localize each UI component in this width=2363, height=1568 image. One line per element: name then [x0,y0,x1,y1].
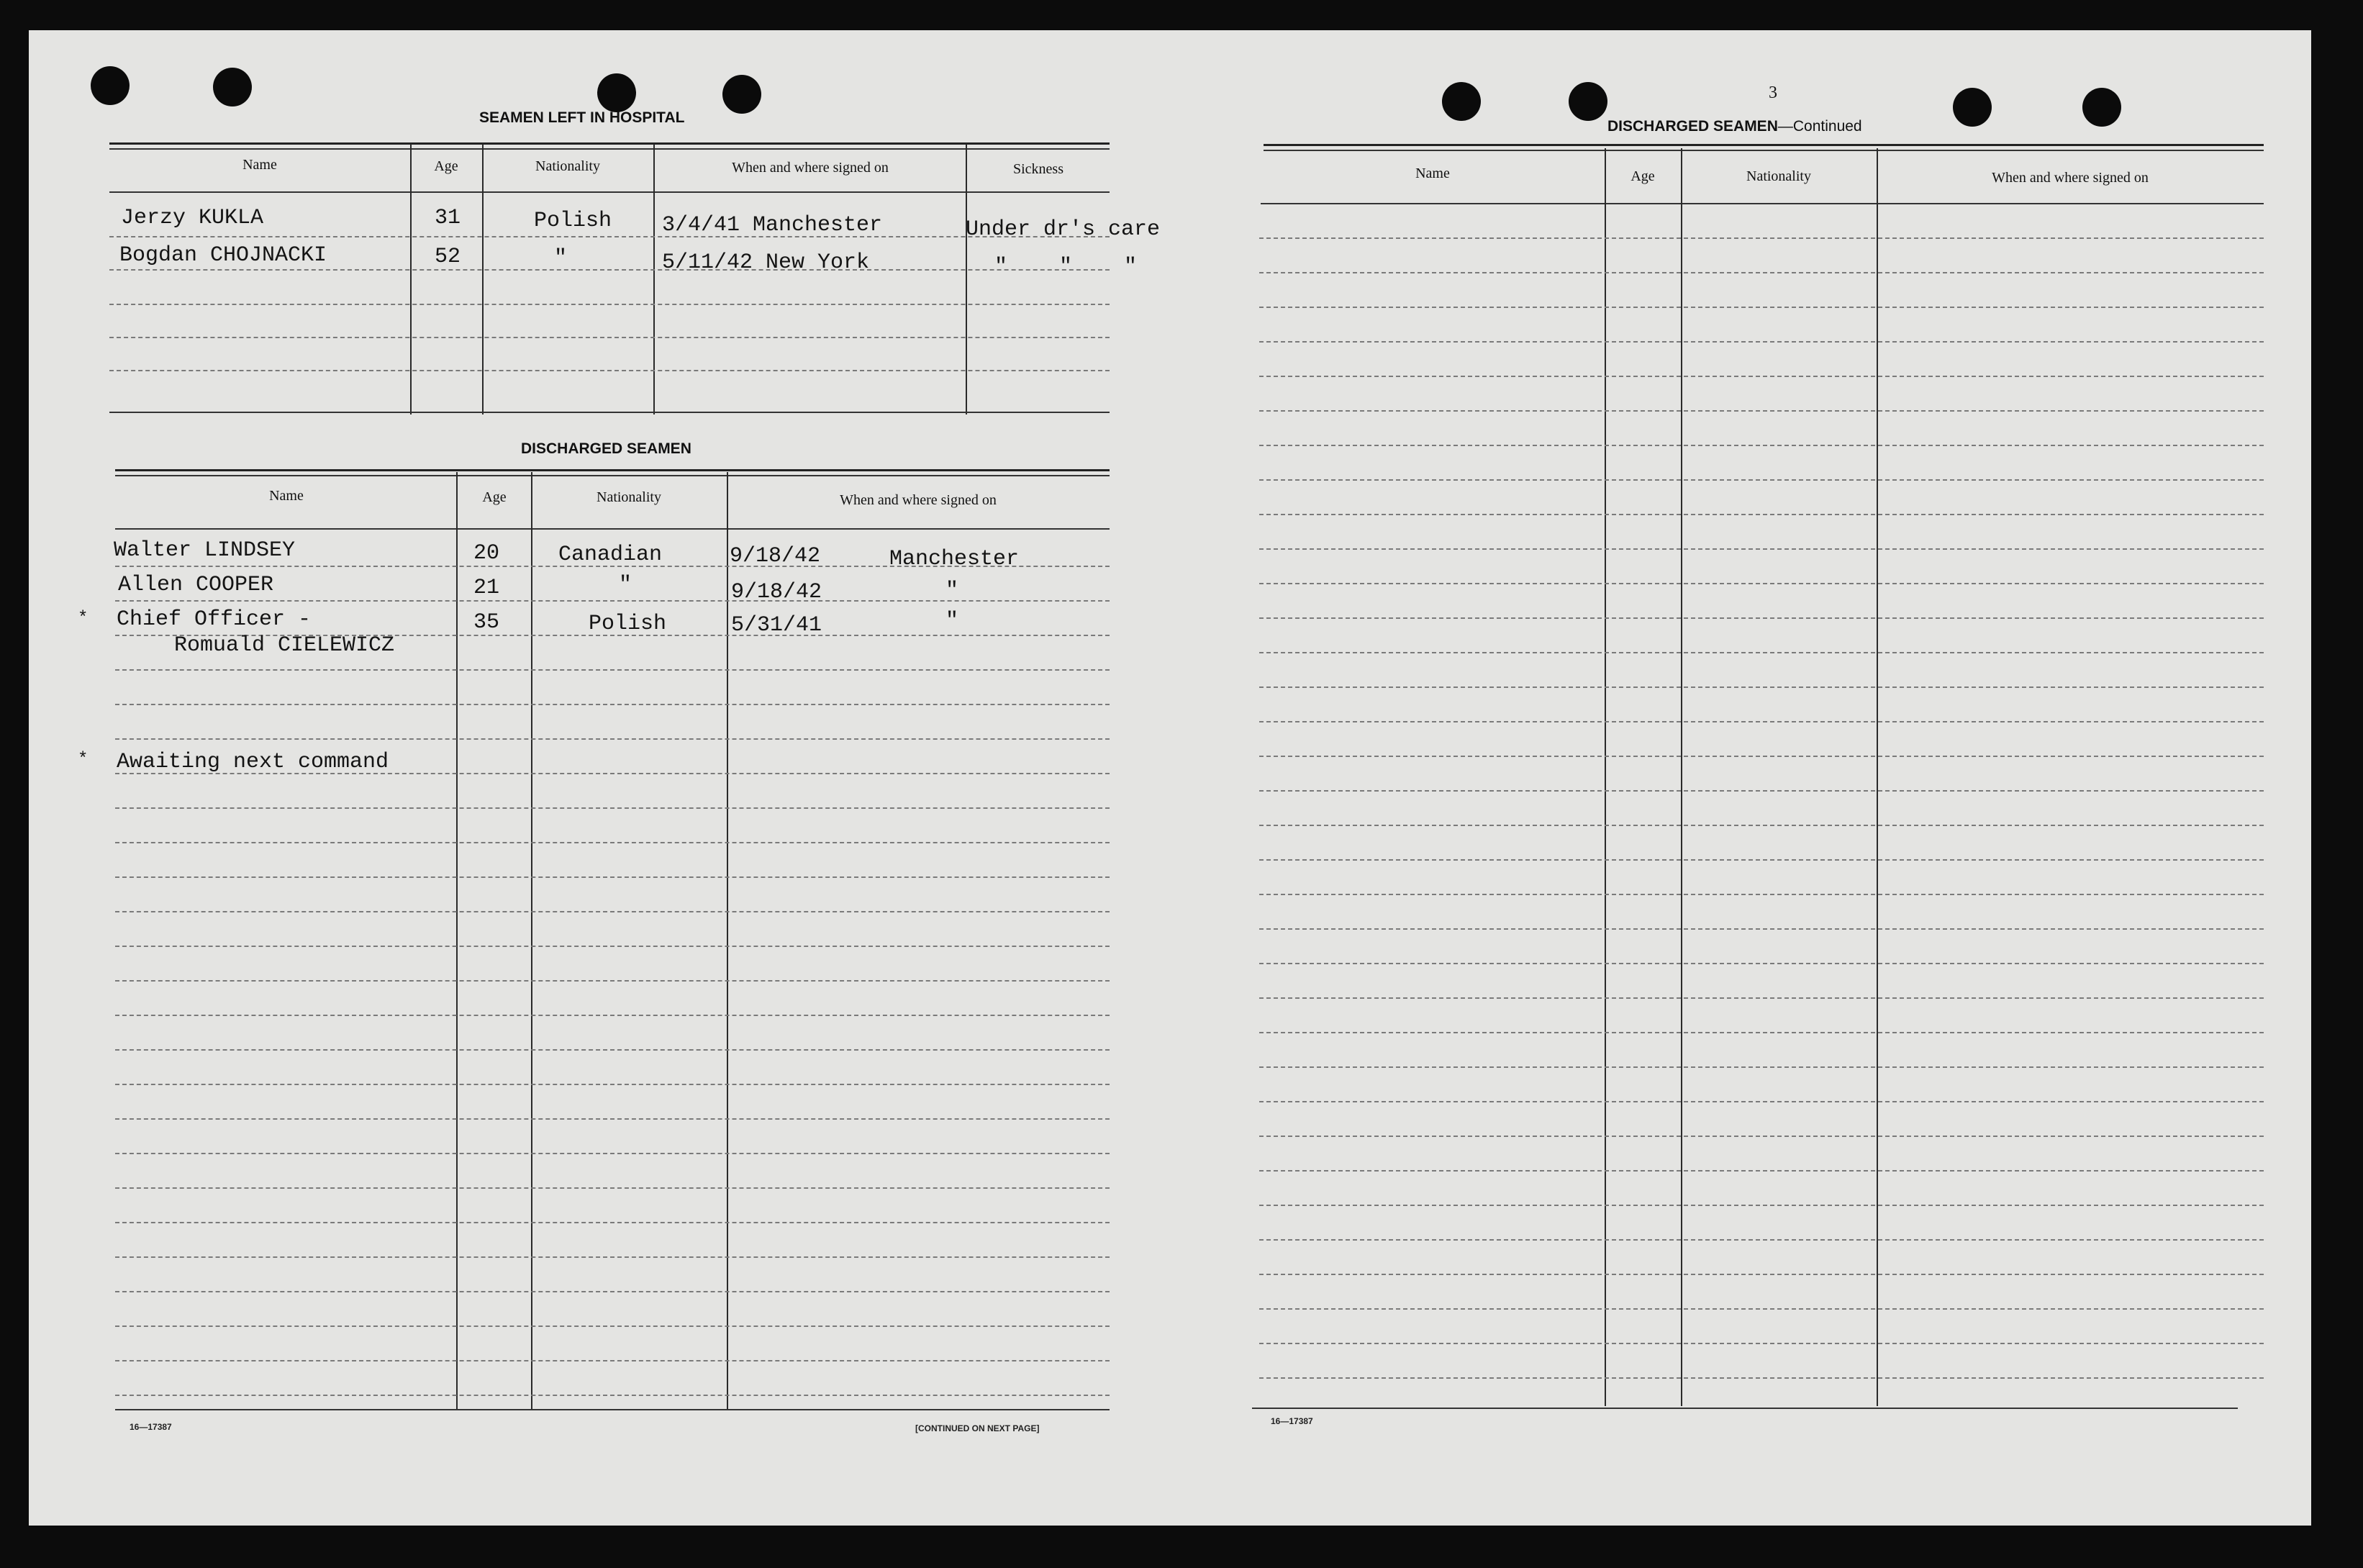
right-top-rule-2 [1264,150,2264,151]
row-line [1259,859,2264,861]
row-line [1259,548,2264,550]
hospital-top-rule-2 [109,148,1110,150]
row-line [1259,307,2264,308]
hospital-divider [966,144,967,414]
right-header-rule [1261,203,2264,204]
right-title [1607,118,1862,135]
row-line [115,1049,1110,1051]
discharged-row-1-age: 20 [473,541,500,566]
hospital-row-2-signed-on: 5/11/42 New York [662,250,870,275]
right-bottom-rule [1252,1408,2238,1409]
row-line [109,337,1110,338]
discharged-row-1-place: Manchester [889,547,1020,571]
row-line [115,600,1110,602]
row-line [1259,894,2264,895]
row-line [115,842,1110,843]
row-line [1259,721,2264,722]
row-line [115,980,1110,982]
discharged-row-3-nationality: Polish [589,612,667,636]
row-line [115,669,1110,671]
footnote-mark: * [78,750,89,769]
row-line [115,1015,1110,1016]
left-form-number: 16—17387 [130,1422,172,1432]
discharged-col-nationality: Nationality [597,489,661,505]
hospital-row-1-signed-on: 3/4/41 Manchester [662,213,883,237]
row-line [1259,410,2264,412]
row-line [1259,1343,2264,1344]
row-line [1259,928,2264,930]
row-line [1259,997,2264,999]
hospital-row-2-nationality: " [554,246,568,271]
row-line [115,1325,1110,1327]
row-line [1259,1239,2264,1241]
discharged-row-2-place: " [945,579,959,603]
right-col-signed-on: When and where signed on [1992,170,2149,186]
row-line [1259,1136,2264,1137]
discharged-divider [456,472,458,1410]
continued-note: [CONTINUED ON NEXT PAGE] [915,1423,1040,1433]
row-line [115,1187,1110,1189]
row-line [1259,1377,2264,1379]
discharged-row-2-name: Allen COOPER [118,573,274,597]
hospital-row-2-sickness: " " " [994,255,1138,279]
row-line [1259,963,2264,964]
right-divider [1681,148,1682,1406]
row-line [109,236,1110,237]
discharged-row-3-age: 35 [473,610,500,635]
row-line [115,704,1110,705]
footnote-text: Awaiting next command [117,750,389,774]
row-line [1259,756,2264,757]
hospital-top-rule [109,142,1110,145]
row-line [109,269,1110,271]
row-line [1259,1032,2264,1033]
hospital-title: SEAMEN LEFT IN HOSPITAL [479,109,685,126]
discharged-divider [531,472,532,1410]
hospital-bottom-rule [109,412,1110,413]
discharged-row-2-nationality: " [619,573,632,597]
hospital-col-nationality: Nationality [535,158,600,174]
discharged-bottom-rule [115,1409,1110,1410]
row-line [1259,1101,2264,1102]
row-line [115,1153,1110,1154]
hospital-divider [410,144,412,414]
punch-hole [2082,88,2121,127]
hospital-col-signed-on: When and where signed on [732,160,889,176]
right-divider [1605,148,1606,1406]
row-line [115,807,1110,809]
row-line [109,370,1110,371]
discharged-row-1-date: 9/18/42 [730,544,821,568]
right-title-rest: —Continued [1777,118,1862,135]
punch-hole [722,75,761,114]
row-line [115,911,1110,912]
discharged-header-rule [115,528,1110,530]
discharged-row-2-age: 21 [473,576,500,600]
hospital-col-sickness: Sickness [1013,161,1063,177]
right-form-number: 16—17387 [1271,1416,1313,1426]
hospital-row-1-age: 31 [435,206,461,230]
row-line [115,1118,1110,1120]
row-line [115,1395,1110,1396]
hospital-row-2-name: Bogdan CHOJNACKI [119,243,327,268]
hospital-divider [482,144,484,414]
row-line [1259,479,2264,481]
row-line [1259,1170,2264,1172]
punch-hole [1442,82,1481,121]
row-line [1259,1274,2264,1275]
punch-hole [1953,88,1992,127]
row-line [1259,341,2264,343]
discharged-title: DISCHARGED SEAMEN [521,440,691,457]
punch-hole [1569,82,1607,121]
punch-hole [597,73,636,112]
discharged-top-rule-2 [115,475,1110,476]
discharged-col-signed-on: When and where signed on [840,492,997,508]
right-col-age: Age [1630,168,1655,184]
discharged-row-3-name: Chief Officer - [117,607,312,632]
discharged-row-1-nationality: Canadian [558,543,663,567]
right-col-nationality: Nationality [1746,168,1811,184]
page-number: 3 [1769,83,1777,102]
right-col-name: Name [1415,166,1450,181]
discharged-row-3-mark: * [78,609,89,628]
punch-hole [91,66,130,105]
row-line [1259,686,2264,688]
hospital-row-1-nationality: Polish [534,209,612,233]
discharged-col-age: Age [482,489,507,505]
row-line [115,1291,1110,1292]
punch-hole [213,68,252,107]
hospital-divider [653,144,655,414]
discharged-row-3-place: " [945,609,959,633]
discharged-row-3-date: 5/31/41 [731,613,822,638]
right-divider [1877,148,1878,1406]
hospital-header-rule [109,191,1110,193]
row-line [1259,617,2264,619]
row-line [1259,376,2264,377]
row-line [115,1084,1110,1085]
row-line [115,1256,1110,1258]
row-line [1259,1205,2264,1206]
row-line [1259,1308,2264,1310]
row-line [109,304,1110,305]
discharged-row-2-date: 9/18/42 [731,580,822,604]
row-line [1259,514,2264,515]
hospital-row-2-age: 52 [435,245,461,269]
hospital-row-1-sickness: Under dr's care [966,217,1161,242]
row-line [115,946,1110,947]
row-line [1259,652,2264,653]
row-line [1259,825,2264,826]
discharged-top-rule [115,469,1110,471]
right-top-rule [1264,144,2264,146]
row-line [1259,445,2264,446]
hospital-col-age: Age [434,158,458,174]
row-line [1259,790,2264,792]
row-line [115,1222,1110,1223]
discharged-col-name: Name [269,488,304,504]
hospital-col-name: Name [242,157,277,173]
row-line [115,738,1110,740]
row-line [115,1360,1110,1361]
row-line [1259,583,2264,584]
row-line [1259,237,2264,239]
row-line [115,876,1110,878]
discharged-row-4-name: Romuald CIELEWICZ [174,633,395,658]
discharged-row-1-name: Walter LINDSEY [114,538,296,563]
document-sheet [29,30,2311,1526]
hospital-row-1-name: Jerzy KUKLA [121,206,264,230]
row-line [1259,272,2264,273]
right-title-bold: DISCHARGED SEAMEN [1607,118,1778,135]
discharged-divider [727,472,728,1410]
row-line [1259,1066,2264,1068]
